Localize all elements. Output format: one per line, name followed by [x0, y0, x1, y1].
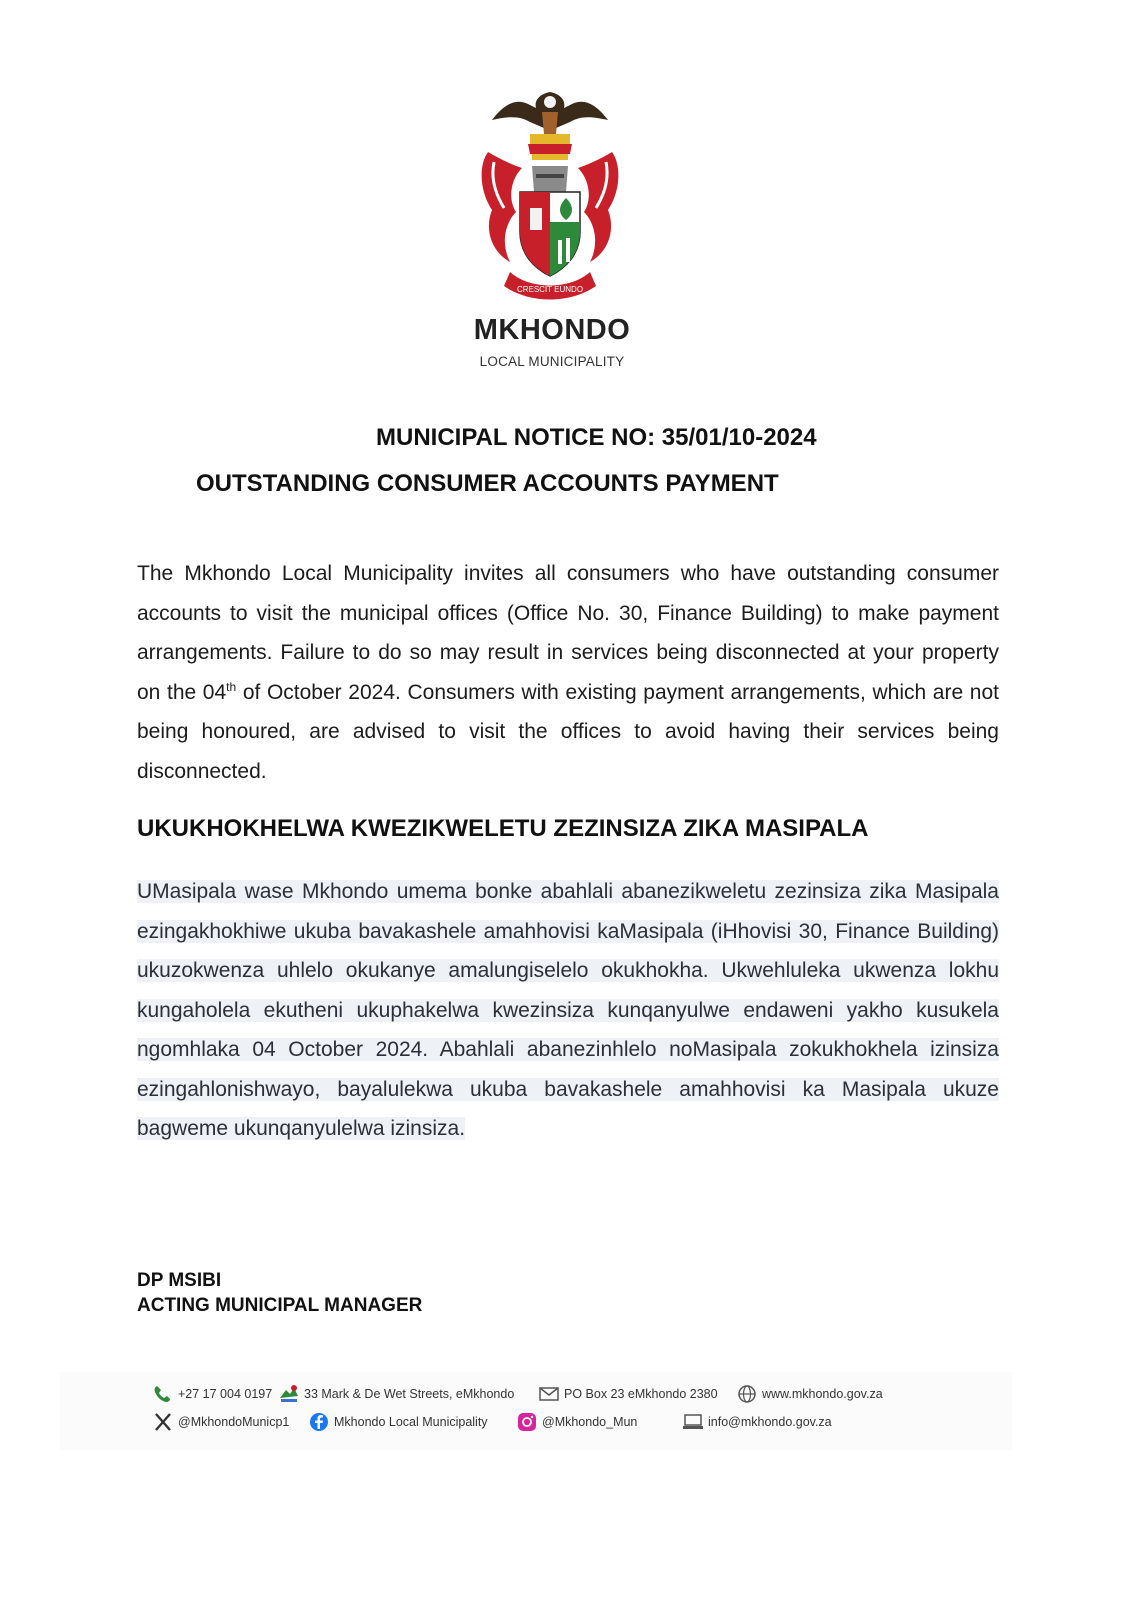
phone-icon: [152, 1384, 174, 1404]
instagram-icon: [516, 1412, 538, 1432]
notice-title: OUTSTANDING CONSUMER ACCOUNTS PAYMENT: [196, 470, 779, 497]
website-text: www.mkhondo.gov.za: [762, 1387, 883, 1401]
english-paragraph: [137, 554, 999, 791]
address-text: 33 Mark & De Wet Streets, eMkhondo: [304, 1387, 515, 1401]
footer-website: [736, 1384, 883, 1404]
footer-email: [682, 1412, 832, 1432]
globe-icon: [736, 1384, 758, 1404]
signatory-title: ACTING MUNICIPAL MANAGER: [137, 1295, 423, 1316]
footer-po-box: [538, 1384, 718, 1404]
ordinal-suffix: th: [226, 679, 237, 694]
facebook-page: Mkhondo Local Municipality: [334, 1415, 488, 1429]
coat-of-arms-icon: [470, 82, 630, 304]
po-box-text: PO Box 23 eMkhondo 2380: [564, 1387, 718, 1401]
english-text-end: of October 2024. Consumers with existing payment arrangements, which are not being honoured, are advised to visit the offices to avoid having their services being disconnected.: [137, 680, 999, 783]
zulu-paragraph: [137, 872, 999, 1149]
footer-twitter: [152, 1412, 289, 1432]
email-address: info@mkhondo.gov.za: [708, 1415, 832, 1429]
notice-number: MUNICIPAL NOTICE NO: 35/01/10-2024: [376, 424, 817, 451]
zulu-text: UMasipala wase Mkhondo umema bonke abahlali abanezikweletu zezinsiza zika Masipala ezingakhokhiwe ukuba bavakashele amahhovisi kaMasipala (iHhovisi 30, Finance Building) ukuzokwenza uhlelo okukanye amalungiselelo okukhokha. Ukwehluleka ukwenza lokhu kungaholela ekutheni ukuphakelwa kwezinsiza kunqanyulwe endaweni yakho kusukela ngomhlaka 04 October 2024. Abahlali abanezinhlelo noMasipala zokukhokhela izinsiza ezingahlonishwayo, bayalulekwa ukuba bavakashele amahhovisi ka Masipala ukuze bagweme ukunqanyulelwa izinsiza.: [137, 880, 999, 1140]
logo-name: MKHONDO: [473, 314, 631, 346]
signatory-name: DP MSIBI: [137, 1270, 222, 1291]
x-icon: [152, 1412, 174, 1432]
facebook-icon: [308, 1412, 330, 1432]
footer-address: [278, 1384, 514, 1404]
logo-subtitle: LOCAL MUNICIPALITY: [479, 354, 625, 369]
mail-icon: [538, 1384, 560, 1404]
footer-instagram: [516, 1412, 637, 1432]
english-text-start: The Mkhondo Local Municipality invites all consumers who have outstanding consumer accounts to visit the municipal offices (Office No. 30, Finance Building) to make payment arrangements. Failure to do so may result in services being disconnected at your property on the 04: [137, 562, 999, 704]
instagram-handle: @Mkhondo_Mun: [542, 1415, 638, 1429]
contact-footer: [60, 1372, 1012, 1450]
phone-number: +27 17 004 0197: [178, 1387, 273, 1401]
footer-phone: [152, 1384, 272, 1404]
motto-text: CRESCIT EUNDO: [516, 285, 584, 294]
computer-icon: [682, 1412, 704, 1432]
footer-facebook: [308, 1412, 488, 1432]
twitter-handle: @MkhondoMunicp1: [178, 1415, 290, 1429]
location-icon: [278, 1384, 300, 1404]
zulu-heading: UKUKHOKHELWA KWEZIKWELETU ZEZINSIZA ZIKA MASIPALA: [137, 815, 869, 842]
